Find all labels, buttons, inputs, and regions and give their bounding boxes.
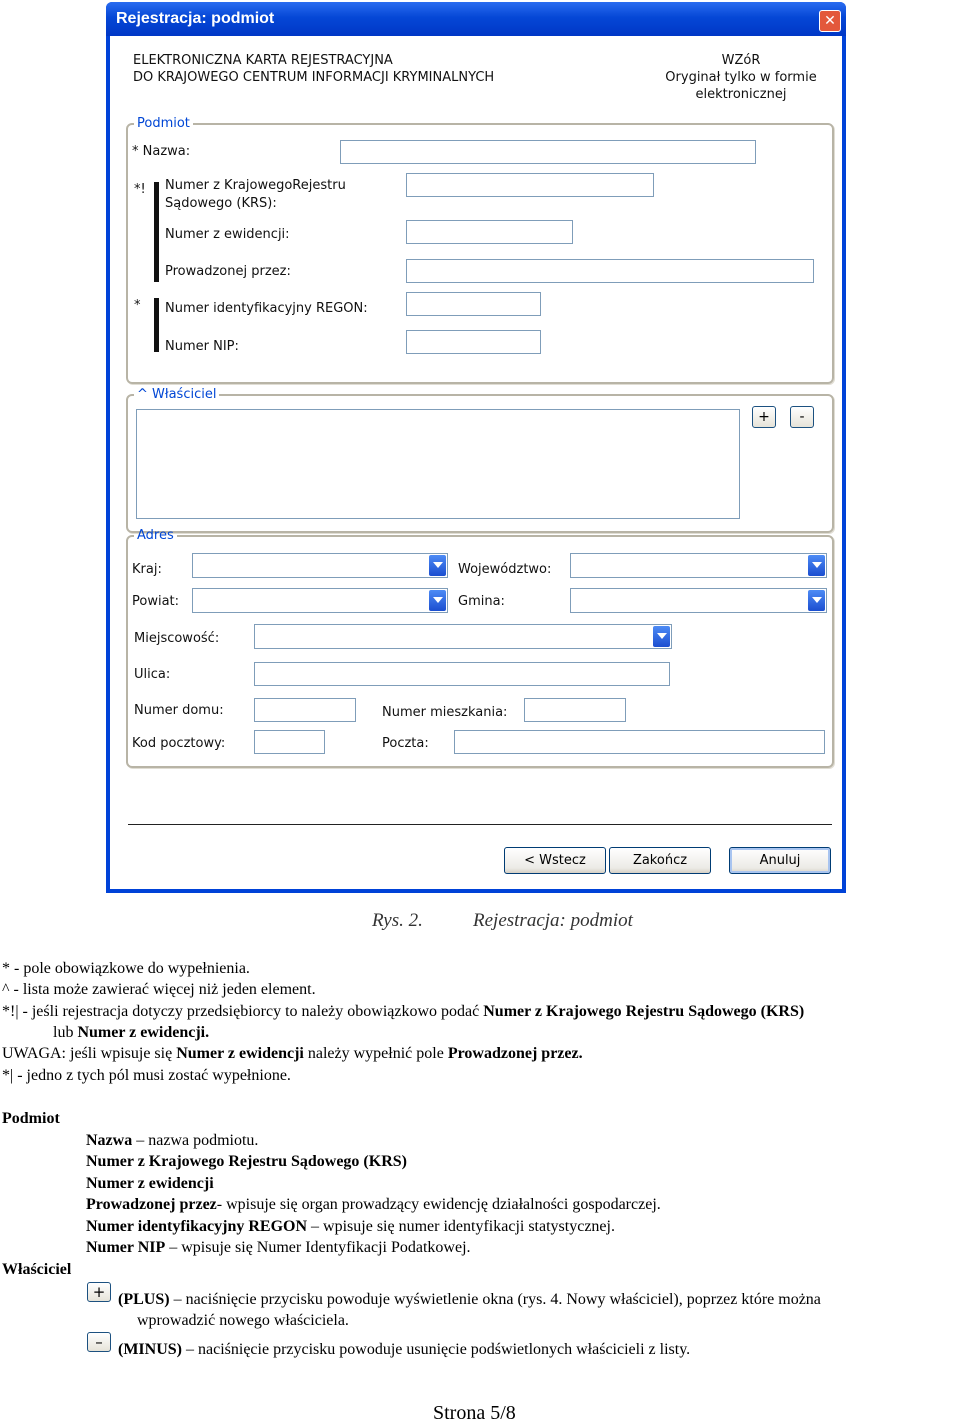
chevron-down-icon[interactable] <box>429 590 446 611</box>
section-heading-wlasciciel: Właściciel <box>2 1261 72 1278</box>
desc-term: Numer identyfikacyjny REGON <box>86 1218 308 1235</box>
note-required: * - pole obowiązkowe do wypełnienia. <box>2 960 250 977</box>
desc-text: – naciśnięcie przycisku powoduje wyświetlenie okna (rys. 4. Nowy właściciel), poprzez które można <box>169 1291 821 1308</box>
figure-number: Rys. 2. <box>372 910 423 931</box>
numer-domu-input[interactable] <box>254 698 356 722</box>
wlasciciel-legend: ^ Właściciel <box>137 387 217 402</box>
desc-text: – wpisuje się Numer Identyfikacji Podatkowej. <box>165 1239 471 1256</box>
dialog-title: Rejestracja: podmiot <box>116 10 275 27</box>
desc-regon <box>86 1216 615 1237</box>
figure-caption: Rejestracja: podmiot <box>473 910 633 931</box>
desc-nip <box>86 1237 471 1258</box>
desc-term: Numer NIP <box>86 1239 166 1256</box>
powiat-label: Powiat: <box>132 594 180 609</box>
numer-mieszkania-input[interactable] <box>524 698 626 722</box>
group-bracket-bar <box>154 298 159 352</box>
desc-plus-cont: wprowadzić nowego właściciela. <box>137 1312 349 1329</box>
adres-legend: Adres <box>137 528 174 543</box>
header-line: ELEKTRONICZNA KARTA REJESTRACYJNA <box>133 53 393 68</box>
wojewodztwo-select[interactable] <box>570 553 827 578</box>
nip-input[interactable] <box>406 330 541 354</box>
form-header-left <box>133 52 494 86</box>
chevron-down-icon[interactable] <box>429 555 446 576</box>
kraj-select[interactable] <box>192 553 448 578</box>
note-one-of: *| - jedno z tych pól musi zostać wypełnione. <box>2 1067 291 1084</box>
header-line: DO KRAJOWEGO CENTRUM INFORMACJI KRYMINALNYCH <box>133 70 495 85</box>
note-bold: Numer z ewidencji <box>176 1045 304 1062</box>
note-bold: Numer z ewidencji. <box>77 1024 210 1041</box>
desc-ewidencja: Numer z ewidencji <box>86 1175 214 1192</box>
kraj-label: Kraj: <box>132 562 162 577</box>
back-button[interactable]: < Wstecz <box>504 847 606 874</box>
desc-term: (PLUS) <box>118 1291 170 1308</box>
ulica-label: Ulica: <box>134 667 171 682</box>
group-bracket-bar <box>154 182 159 282</box>
required-one-of-mark: *! <box>134 182 146 197</box>
cancel-button[interactable]: Anuluj <box>729 847 831 874</box>
section-heading-podmiot: Podmiot <box>2 1110 60 1127</box>
note-bold: Prowadzonej przez. <box>447 1045 583 1062</box>
desc-prowadzonej <box>86 1194 661 1215</box>
krs-input[interactable] <box>406 173 654 197</box>
numer-domu-label: Numer domu: <box>134 703 224 718</box>
note-text: UWAGA: jeśli wpisuje się <box>2 1045 177 1062</box>
separator-line <box>128 824 832 825</box>
registration-dialog <box>106 2 846 893</box>
header-line: Oryginał tylko w formie <box>665 70 817 85</box>
note-text: należy wypełnić pole <box>303 1045 448 1062</box>
note-bold: Numer z Krajowego Rejestru Sądowego (KRS) <box>483 1003 805 1020</box>
chevron-down-icon[interactable] <box>653 626 670 647</box>
header-line: elektronicznej <box>695 87 787 102</box>
note-text: lub <box>53 1024 78 1041</box>
dialog-client-area <box>110 36 842 889</box>
desc-text: – nazwa podmiotu. <box>132 1132 259 1149</box>
header-line: WZóR <box>721 53 761 68</box>
desc-plus <box>118 1289 958 1310</box>
note-entrepreneur-cont <box>53 1022 209 1043</box>
required-one-of-mark: * <box>134 298 141 313</box>
note-warning <box>2 1043 583 1064</box>
krs-label <box>165 177 346 213</box>
miejscowosc-select[interactable] <box>254 624 672 649</box>
desc-text: - wpisuje się organ prowadzący ewidencję działalności gospodarczej. <box>216 1196 661 1213</box>
powiat-select[interactable] <box>192 588 448 613</box>
desc-minus <box>118 1339 690 1360</box>
plus-icon: + <box>87 1282 111 1302</box>
minus-icon: – <box>87 1332 111 1352</box>
gmina-select[interactable] <box>570 588 827 613</box>
chevron-down-icon[interactable] <box>808 555 825 576</box>
numer-mieszkania-label: Numer mieszkania: <box>382 705 508 720</box>
nazwa-input[interactable] <box>340 140 756 164</box>
ulica-input[interactable] <box>254 662 670 686</box>
kod-pocztowy-input[interactable] <box>254 730 325 754</box>
page-number: Strona 5/8 <box>433 1402 516 1424</box>
desc-term: (MINUS) <box>118 1341 182 1358</box>
chevron-down-icon[interactable] <box>808 590 825 611</box>
prowadzonej-label: Prowadzonej przez: <box>165 264 291 279</box>
gmina-label: Gmina: <box>458 594 505 609</box>
ewidencja-label: Numer z ewidencji: <box>165 227 290 242</box>
desc-text: – naciśnięcie przycisku powoduje usunięcie podświetlonych właścicieli z listy. <box>182 1341 691 1358</box>
note-list: ^ - lista może zawierać więcej niż jeden element. <box>2 981 316 998</box>
nazwa-label: * Nazwa: <box>132 144 191 159</box>
form-header-right <box>656 52 826 103</box>
title-bar[interactable] <box>106 2 846 36</box>
regon-label: Numer identyfikacyjny REGON: <box>165 301 368 316</box>
poczta-input[interactable] <box>454 730 825 754</box>
nip-label: Numer NIP: <box>165 339 239 354</box>
prowadzonej-input[interactable] <box>406 259 814 283</box>
close-icon[interactable]: ✕ <box>819 10 841 32</box>
wojewodztwo-label: Województwo: <box>458 562 552 577</box>
desc-term: Prowadzonej przez <box>86 1196 217 1213</box>
finish-button[interactable]: Zakończ <box>609 847 711 874</box>
desc-nazwa <box>86 1130 258 1151</box>
desc-term: Nazwa <box>86 1132 133 1149</box>
krs-label-line: Numer z KrajowegoRejestru <box>165 178 346 193</box>
kod-pocztowy-label: Kod pocztowy: <box>132 736 226 751</box>
note-entrepreneur <box>2 1001 958 1022</box>
regon-input[interactable] <box>406 292 541 316</box>
poczta-label: Poczta: <box>382 736 429 751</box>
note-text: *!| - jeśli rejestracja dotyczy przedsiębiorcy to należy obowiązkowo podać <box>2 1003 484 1020</box>
add-owner-button[interactable]: + <box>752 406 776 428</box>
desc-text: – wpisuje się numer identyfikacji statystycznej. <box>307 1218 615 1235</box>
desc-krs: Numer z Krajowego Rejestru Sądowego (KRS) <box>86 1153 407 1170</box>
krs-label-line: Sądowego (KRS): <box>165 196 277 211</box>
remove-owner-button[interactable]: - <box>790 406 814 428</box>
owners-list[interactable] <box>136 409 740 519</box>
podmiot-legend: Podmiot <box>137 116 190 131</box>
ewidencja-input[interactable] <box>406 220 573 244</box>
miejscowosc-label: Miejscowość: <box>134 631 220 646</box>
